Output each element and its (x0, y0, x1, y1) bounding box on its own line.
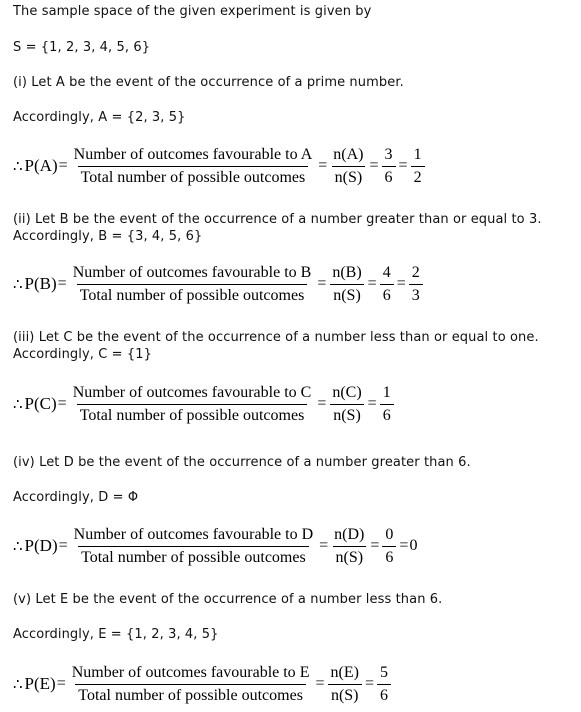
count-fraction-denominator: n(S) (332, 166, 366, 188)
event-letter: A (300, 145, 313, 163)
count-fraction-denominator: n(S) (328, 684, 362, 706)
equals-sign: = (370, 537, 380, 554)
value-fraction-denominator: 6 (380, 404, 394, 426)
favourable-text: Number of outcomes favourable to (73, 525, 302, 543)
definition-numerator (71, 525, 317, 546)
therefore-symbol: ∴ (13, 676, 23, 693)
value-fraction-numerator: 4 (382, 263, 391, 281)
result-value: 0 (409, 537, 418, 554)
definition-numerator (71, 145, 316, 166)
value-fraction-numerator: 5 (379, 663, 388, 681)
therefore-symbol: ∴ (13, 396, 23, 413)
equals-sign: = (364, 675, 374, 692)
part-ii-equation (13, 261, 425, 307)
equals-sign: = (315, 675, 325, 692)
sample-space: S = {1, 2, 3, 4, 5, 6} (13, 40, 151, 55)
count-fraction-numerator: n(E) (330, 663, 359, 681)
probability-label: P(E) (24, 674, 56, 693)
equals-sign: = (318, 157, 328, 174)
value-fraction-denominator: 6 (382, 546, 396, 568)
value-fraction (377, 663, 391, 706)
value-fraction (409, 263, 423, 306)
favourable-text: Number of outcomes favourable to (73, 145, 301, 163)
value-fraction (382, 145, 396, 188)
definition-denominator: Total number of possible outcomes (78, 546, 309, 568)
part-iv-text: (iv) Let D be the event of the occurrence of a number greater than 6. (13, 455, 471, 470)
definition-numerator (70, 263, 315, 284)
favourable-text: Number of outcomes favourable to (71, 663, 300, 681)
count-fraction (331, 525, 367, 568)
therefore-symbol: ∴ (13, 538, 23, 555)
count-fraction (329, 383, 364, 426)
equals-sign: = (398, 157, 408, 174)
equals-sign: = (317, 275, 327, 292)
probability-label: P(C) (24, 394, 57, 413)
part-i-text: (i) Let A be the event of the occurrence of a prime number. (13, 75, 404, 90)
probability-label: P(D) (24, 536, 58, 555)
probability-label: P(A) (24, 156, 58, 175)
event-letter: B (300, 263, 312, 281)
part-ii-accordingly: Accordingly, B = {3, 4, 5, 6} (13, 229, 203, 244)
value-fraction (380, 383, 394, 426)
therefore-symbol: ∴ (13, 276, 23, 293)
value-fraction-numerator: 3 (384, 145, 393, 163)
value-fraction-denominator: 6 (380, 284, 394, 306)
definition-fraction (70, 383, 315, 426)
event-letter: E (299, 663, 310, 681)
count-fraction-numerator: n(A) (333, 145, 364, 163)
intro-text: The sample space of the given experiment is given by (13, 4, 372, 19)
equals-sign: = (367, 275, 377, 292)
part-i-accordingly: Accordingly, A = {2, 3, 5} (13, 110, 186, 125)
definition-denominator: Total number of possible outcomes (78, 166, 309, 188)
part-iv-equation (13, 523, 417, 569)
value-fraction-denominator: 6 (377, 684, 391, 706)
value-fraction (380, 263, 394, 306)
equals-sign: = (58, 157, 68, 174)
part-v-text: (v) Let E be the event of the occurrence of a number less than 6. (13, 592, 443, 607)
equals-sign: = (57, 395, 67, 412)
count-fraction-numerator: n(B) (332, 263, 362, 281)
count-fraction (330, 145, 366, 188)
favourable-text: Number of outcomes favourable to (72, 263, 301, 281)
equals-sign: = (396, 275, 406, 292)
equals-sign: = (319, 537, 329, 554)
value-fraction-denominator: 2 (411, 166, 425, 188)
value-fraction-numerator: 1 (382, 383, 391, 401)
therefore-symbol: ∴ (13, 158, 23, 175)
equals-sign: = (317, 395, 327, 412)
count-fraction-denominator: n(S) (330, 284, 364, 306)
value-fraction-numerator: 0 (385, 525, 394, 543)
count-fraction-numerator: n(D) (334, 525, 365, 543)
part-iv-accordingly: Accordingly, D = Φ (13, 490, 139, 505)
equals-sign: = (367, 395, 377, 412)
definition-numerator (70, 383, 315, 404)
definition-denominator: Total number of possible outcomes (77, 404, 308, 426)
value-fraction-denominator: 3 (409, 284, 423, 306)
equals-sign: = (369, 157, 379, 174)
equals-sign: = (56, 675, 66, 692)
count-fraction-numerator: n(C) (332, 383, 362, 401)
count-fraction (329, 263, 364, 306)
favourable-text: Number of outcomes favourable to (72, 383, 301, 401)
definition-fraction (69, 663, 313, 706)
part-v-accordingly: Accordingly, E = {1, 2, 3, 4, 5} (13, 627, 219, 642)
part-iii-text: (iii) Let C be the event of the occurrence of a number less than or equal to one. (13, 330, 539, 345)
equals-sign: = (58, 537, 68, 554)
part-iii-accordingly: Accordingly, C = {1} (13, 347, 153, 362)
event-letter: D (301, 525, 314, 543)
count-fraction (328, 663, 362, 706)
event-letter: C (300, 383, 312, 401)
definition-denominator: Total number of possible outcomes (77, 284, 308, 306)
equals-sign: = (57, 275, 67, 292)
part-ii-text: (ii) Let B be the event of the occurrence of a number greater than or equal to 3. (13, 212, 542, 227)
equals-sign: = (399, 537, 409, 554)
value-fraction (411, 145, 425, 188)
value-fraction (382, 525, 396, 568)
definition-denominator: Total number of possible outcomes (75, 684, 306, 706)
value-fraction-denominator: 6 (382, 166, 396, 188)
part-iii-equation (13, 381, 396, 427)
count-fraction-denominator: n(S) (333, 546, 367, 568)
value-fraction-numerator: 2 (411, 263, 420, 281)
definition-fraction (70, 263, 315, 306)
value-fraction-numerator: 1 (413, 145, 422, 163)
definition-fraction (71, 525, 317, 568)
definition-numerator (69, 663, 313, 684)
part-i-equation (13, 143, 427, 189)
probability-label: P(B) (24, 274, 57, 293)
definition-fraction (71, 145, 316, 188)
part-v-equation (13, 661, 393, 707)
count-fraction-denominator: n(S) (330, 404, 364, 426)
